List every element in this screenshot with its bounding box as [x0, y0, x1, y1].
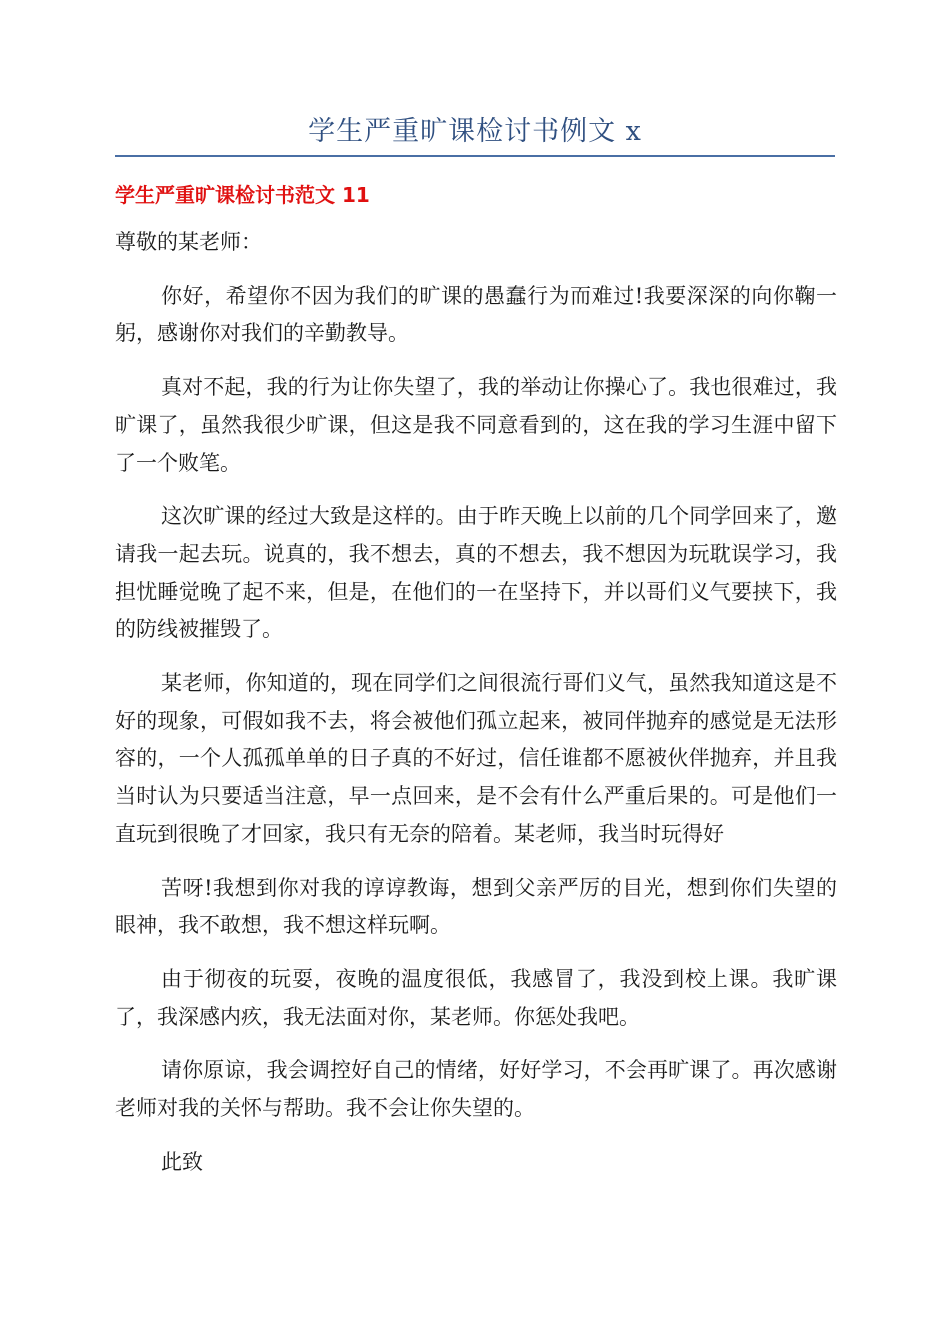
- paragraph: 苦呀!我想到你对我的谆谆教诲，想到父亲严厉的目光，想到你们失望的眼神，我不敢想，我不想这样玩啊。: [115, 875, 837, 938]
- section-heading: 学生严重旷课检讨书范文 11: [115, 183, 370, 207]
- paragraph: 请你原谅，我会调控好自己的情绪，好好学习，不会再旷课了。再次感谢老师对我的关怀与帮助。我不会让你失望的。: [115, 1058, 837, 1121]
- paragraph: 这次旷课的经过大致是这样的。由于昨天晚上以前的几个同学回来了，邀请我一起去玩。说真的，我不想去，真的不想去，我不想因为玩耽误学习，我担忧睡觉晚了起不来，但是，在他们的一在坚持下，并以哥们义气要挟下，我的防线被摧毁了。: [115, 504, 837, 642]
- paragraph: 某老师，你知道的，现在同学们之间很流行哥们义气，虽然我知道这是不好的现象，可假如我不去，将会被他们孤立起来，被同伴抛弃的感觉是无法形容的，一个人孤孤单单的日子真的不好过，信任谁都不愿被伙伴抛弃，并且我当时认为只要适当注意，早一点回来，是不会有什么严重后果的。可是他们一直玩到很晚了才回家，我只有无奈的陪着。某老师，我当时玩得好: [115, 671, 837, 846]
- paragraph: 由于彻夜的玩耍，夜晚的温度很低，我感冒了，我没到校上课。我旷课了，我深感内疚，我无法面对你，某老师。你惩处我吧。: [115, 966, 837, 1029]
- letter-body: [115, 224, 837, 1197]
- closing-salutation: 此致: [161, 1149, 203, 1174]
- letter-greeting: 尊敬的某老师：: [115, 230, 262, 254]
- document-title: 学生严重旷课检讨书例文 x: [308, 116, 642, 147]
- paragraph: 你好，希望你不因为我们的旷课的愚蠢行为而难过!我要深深的向你鞠一躬，感谢你对我们的辛勤教导。: [115, 283, 837, 346]
- title-underline-rule: [115, 155, 835, 157]
- paragraph: 真对不起，我的行为让你失望了，我的举动让你操心了。我也很难过，我旷课了，虽然我很少旷课，但这是我不同意看到的，这在我的学习生涯中留下了一个败笔。: [115, 375, 837, 475]
